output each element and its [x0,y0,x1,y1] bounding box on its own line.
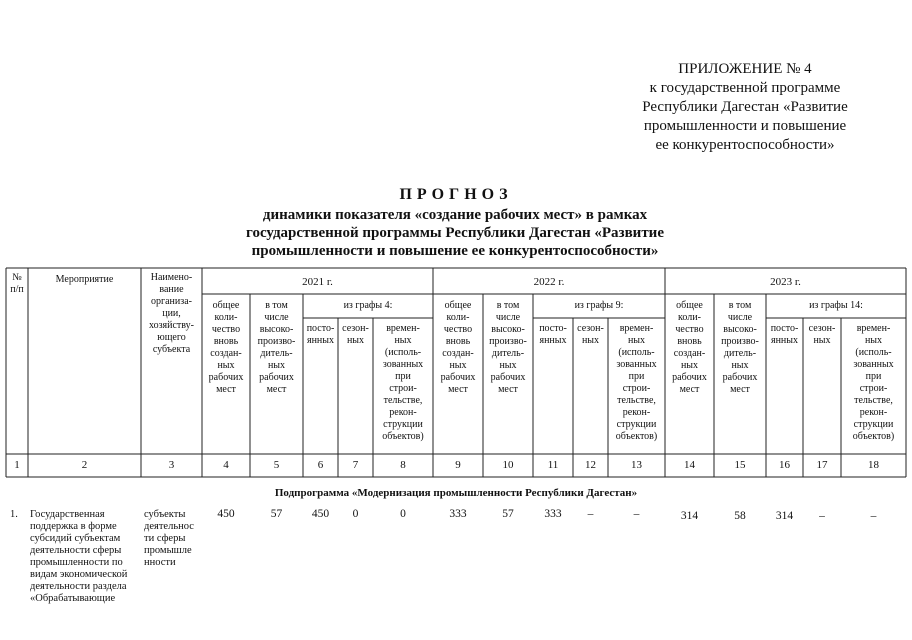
column-number: 17 [816,459,828,471]
appendix-line: промышленности и повышение [643,118,847,134]
header-seasonal-2022: сезон- ных [577,323,604,346]
column-number: 10 [502,459,514,471]
header-year-2023: 2023 г. [770,276,801,288]
header-year-2022: 2022 г. [533,276,565,288]
value-col-10: 57 [502,508,514,520]
appendix-line: Республики Дагестан «Развитие [642,99,848,115]
header-permanent-2022: посто- янных [539,323,567,346]
header-high-2022: в том числе высоко- произво- дитель- ных рабочих мест [489,300,527,395]
column-number: 16 [779,459,790,471]
header-seasonal-2021: сезон- ных [342,323,369,346]
column-number: 7 [352,459,359,471]
value-col-11: 333 [544,508,562,520]
value-col-6: 450 [311,508,330,520]
header-seasonal-2023: сезон- ных [808,323,836,346]
header-year-2021: 2021 г. [302,276,333,288]
row-event-text: Государственная поддержка в форме субсидий субъектам деятельности сферы промышленности по видам экономической деятельности раздела «Обрабатывающие [30,509,128,604]
value-col-4: 450 [217,508,235,520]
header-temporary-2022: времен- ных (исполь- зованных при строи- тельстве, рекон- струкции объектов) [615,323,658,442]
column-number: 1 [14,459,20,471]
column-number: 3 [168,459,175,471]
column-number: 15 [734,459,746,471]
column-number: 18 [868,459,879,471]
column-number: 11 [547,459,559,471]
subtitle-line: государственной программы Республики Дагестан «Развитие [246,225,664,241]
column-number: 2 [81,459,88,471]
column-number: 5 [273,459,280,471]
header-permanent-2023: посто- янных [770,323,799,346]
subprogram-title: Подпрограмма «Модернизация промышленности Республики Дагестан» [274,487,638,499]
value-col-12: – [587,508,594,520]
value-col-17: – [819,510,825,522]
value-col-14: 314 [680,510,699,522]
value-col-16: 314 [775,510,794,522]
appendix-line: к государственной программе [649,80,841,96]
row-entity-text: субъекты деятельнос ти сферы промышле нности [144,509,194,568]
header-total-2022: общее коли- чество вновь создан- ных рабочих мест [440,300,476,395]
header-total-2021: общее коли- чество вновь создан- ных рабочих мест [208,300,244,395]
column-number: 4 [223,459,229,471]
column-number: 12 [585,459,596,471]
header-total-2023: общее коли- чество вновь создан- ных рабочих мест [672,300,707,395]
row-number: 1. [10,509,18,520]
subtitle-line: промышленности и повышение ее конкурентоспособности» [251,243,659,259]
header-temporary-2023: времен- ных (исполь- зованных при строи- тельстве, рекон- струкции объектов) [852,323,895,442]
header-of-col-9: из графы 9: [574,300,624,311]
value-col-5: 57 [270,508,283,520]
column-number: 13 [631,459,642,471]
header-number: № п/п [10,272,24,295]
value-col-18: – [870,510,877,522]
value-col-15: 58 [734,510,746,522]
value-col-13: – [633,508,640,520]
header-entity: Наимено- вание организа- ции, хозяйству- ющего субъекта [148,272,195,355]
appendix-line: ПРИЛОЖЕНИЕ № 4 [678,61,812,77]
column-number: 14 [684,459,695,471]
header-temporary-2021: времен- ных (исполь- зованных при строи- тельстве, рекон- струкции объектов) [382,323,424,442]
column-number: 6 [317,459,324,471]
column-number: 9 [455,459,461,471]
value-col-9: 333 [449,508,467,520]
header-of-col-4: из графы 4: [343,300,393,311]
value-col-8: 0 [400,508,406,520]
column-number: 8 [400,459,406,471]
appendix-line: ее конкурентоспособности» [655,137,835,153]
header-high-2023: в том числе высоко- произво- дитель- ных рабочих мест [721,300,759,395]
value-col-7: 0 [352,508,359,520]
header-permanent-2021: посто- янных [306,323,335,346]
document-title: ПРОГНОЗ [399,186,513,203]
header-of-col-14: из графы 14: [809,300,863,311]
header-event: Мероприятие [55,274,114,285]
subtitle-line: динамики показателя «создание рабочих мест» в рамках [262,207,648,223]
header-high-2021: в том числе высоко- произво- дитель- ных рабочих мест [257,300,296,395]
